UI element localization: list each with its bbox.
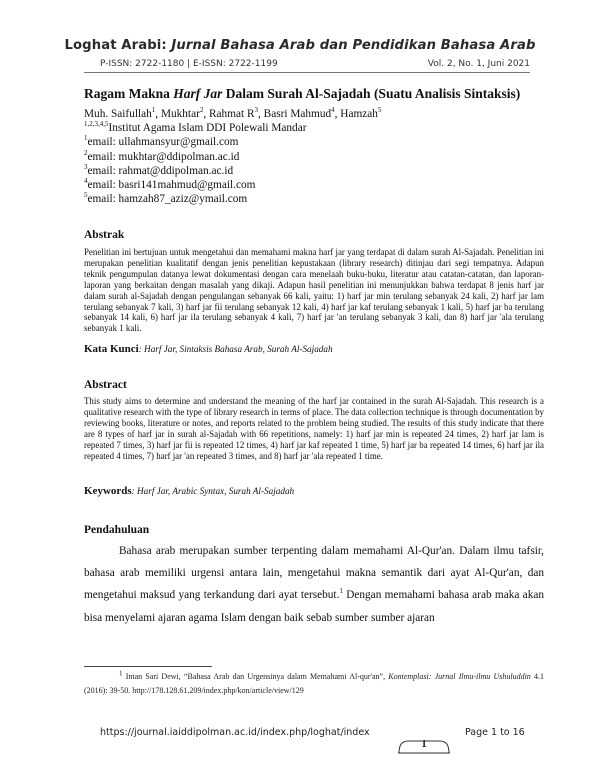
footer-page-range: Page 1 to 16: [465, 727, 525, 738]
author: Rahmat R: [209, 108, 255, 120]
footnote-divider: [84, 666, 212, 667]
journal-name: Jurnal Bahasa Arab dan Pendidikan Bahasa Arab: [171, 38, 536, 53]
issn: P-ISSN: 2722-1180 | E-ISSN: 2722-1199: [100, 59, 278, 69]
email-line: $^5$email: hamzah87_aziz@ymail.com: [84, 191, 248, 205]
author: Mukhtar: [160, 108, 200, 120]
footer-url[interactable]: https://journal.iaiddipolman.ac.id/index.php/loghat/index: [100, 727, 370, 738]
volume-info: Vol. 2, No. 1, Juni 2021: [427, 59, 530, 69]
keywords: [84, 485, 544, 497]
abstrak-heading: Abstrak: [84, 229, 125, 241]
affiliation: $^{1,2,3,4,5}$Institut Agama Islam DDI Polewali Mandar: [84, 120, 307, 134]
abstrak-text: Penelitian ini bertujuan untuk mengetahui dan memahami makna harf jar yang terdapat di dalam surah Al-Sajadah. Penelitian ini merupakan penelitian kualitatif dengan jenis penelitian kepustakaan (library research) ditinjau dari segi tempatnya. Adapun teknik pengumpulan datanya lewat dokumentasi dengan cara menelaah buku-buku, literatur atau catatan-catatan, dan laporan-laporan yang berkaitan dengan masalah yang dikaji. Adapun hasil penelitian ini menunjukkan bahwa terdapat 8 jenis harf jar dalam surah al-Sajadah dengan pengulangan sebanyak 66 kali, yaitu: 1) harf jar min terulang sebanyak 24 kali, 2) harf jar lam terulang sebanyak 7 kali, 3) harf jar fii terulang sebanyak 12 kali, 4) harf jar kaf terulang sebanyak 1 kali, 5) harf jar ba terulang sebanyak 14 kali, 6) harf jar ila terulang sebanyak 4 kali, 7) harf jar 'an terulang sebanyak 3 kali, dan 8) harf jar 'ala terulang sebanyak 1 kali.: [84, 247, 544, 334]
kata-kunci-text: : Harf Jar, Sintaksis Bahasa Arab, Surah Al-Sajadah: [138, 344, 333, 354]
keywords-text: : Harf Jar, Arabic Syntax, Surah Al-Sajadah: [131, 486, 295, 496]
header-divider: [84, 72, 530, 73]
author: Muh. Saifullah: [84, 108, 152, 120]
email-line: $^3$email: rahmat@ddipolman.ac.id: [84, 163, 234, 177]
author-list: Muh. Saifullah$^1$, Mukhtar$^2$, Rahmat $R^3$, Basri Mahmud$^4$, Hamzah$^5$: [84, 106, 382, 120]
email-line: $^4$email: basri141mahmud@gmail.com: [84, 177, 256, 191]
intro-paragraph: Bahasa arab merupakan sumber terpenting dalam memahami Al-Qur'an. Dalam ilmu tafsir, bahasa arab memiliki urgensi antara lain, mengetahui makna semantik dari ayat Al-Qur'an, dan mengetahui maksud yang terkandung dari ayat tersebut.$^1$ Dengan memahami bahasa arab maka akan bisa menyelami ajaran agama Islam dengan baik sebab sumber sumber ajaran: [84, 545, 545, 624]
article-title: Ragam Makna Harf Jar Dalam Surah Al-Sajadah (Suatu Analisis Sintaksis): [84, 86, 521, 101]
author: Basri Mahmud: [263, 108, 332, 120]
kata-kunci: [84, 343, 544, 355]
kata-kunci-label: Kata Kunci: [84, 343, 139, 355]
footnote: $^1$ Intan Sari Dewi, “Bahasa Arab dan Urgensinya dalam Memahami Al-qur'an”, Kontemplasi: Jurnal Ilmu-ilmu Ushuluddin 4.1 (2016): 39-50. http://178.128.61.209/index.php/kon/article/view/129: [84, 669, 544, 695]
abstract-heading: Abstract: [84, 379, 127, 391]
author: Hamzah: [340, 108, 378, 120]
email-line: $^1$email: ullahmansyur@gmail.com: [84, 134, 239, 148]
keywords-label: Keywords: [84, 485, 132, 497]
abstract-text: This study aims to determine and understand the meaning of the harf jar contained in the surah Al-Sajadah. This research is a qualitative research with the type of library research in terms of place. The data collection technique is through documentation by reviewing books, literature or notes, and reports related to the problem being studied. The results of this study indicate that there are 8 types of harf jar in surah al-Sajadah with 66 repetitions, namely: 1) harf jar min is repeated 24 times, 2) harf jar lam is repeated 7 times, 3) harf jar fii is repeated 12 times, 4) harf jar kaf repeated 1 time, 5) harf jar ba repeated 14 times, 6) harf jar ila repeated 4 times, 7) harf jar 'an repeated 3 times, and 8) harf jar 'ala repeated 1 time.: [84, 396, 544, 461]
section-heading: Pendahuluan: [84, 524, 150, 536]
journal-title: [0, 38, 600, 53]
footnote-ref[interactable]: 1: [339, 587, 343, 596]
page-number: 1: [421, 739, 427, 750]
journal-prefix: Loghat Arabi:: [64, 38, 172, 53]
email-line: $^2$email: mukhtar@ddipolman.ac.id: [84, 149, 240, 163]
